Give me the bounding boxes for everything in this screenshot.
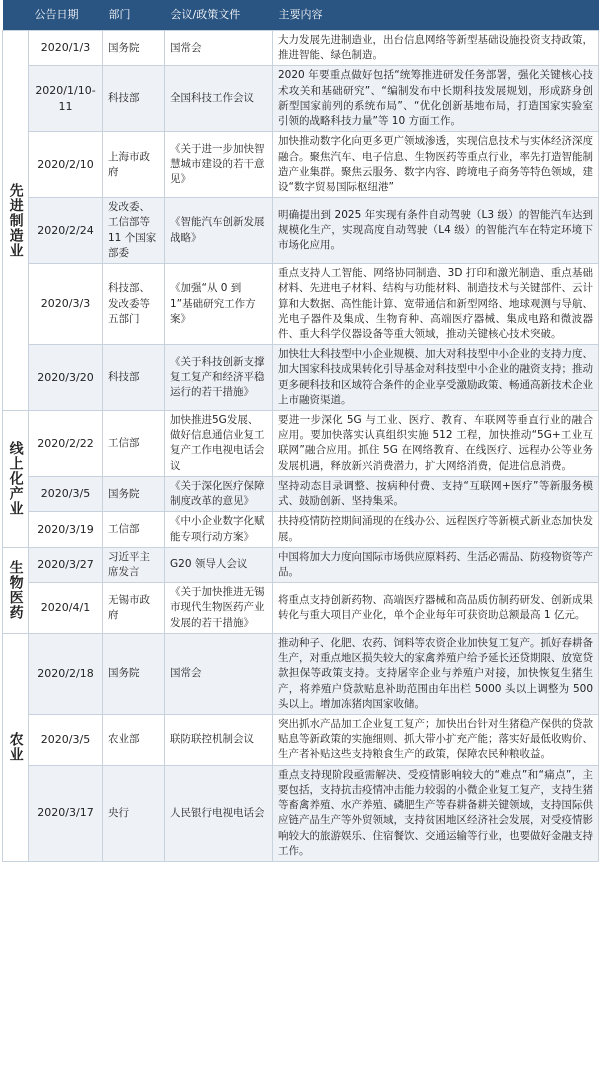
- date-cell: 2020/4/1: [29, 583, 103, 634]
- table-row: [3, 66, 599, 132]
- table-row: [3, 264, 599, 345]
- department-cell: 科技部: [103, 66, 165, 132]
- department-cell: 发改委、工信部等 11 个国家部委: [103, 198, 165, 264]
- date-cell: 2020/3/27: [29, 547, 103, 582]
- header-department: 部门: [103, 0, 165, 31]
- meeting-cell: 《智能汽车创新发展战略》: [165, 198, 273, 264]
- meeting-cell: 联防联控机制会议: [165, 714, 273, 765]
- date-cell: 2020/2/10: [29, 132, 103, 198]
- department-cell: 央行: [103, 765, 165, 861]
- date-cell: 2020/2/24: [29, 198, 103, 264]
- content-cell: 中国将加大力度向国际市场供应原料药、生活必需品、防疫物资等产品。: [273, 547, 599, 582]
- content-cell: 加快推动数字化向更多更广领域渗透，实现信息技术与实体经济深度融合。聚焦汽车、电子信息、生物医药等重点行业，率先打造智能制造产业集群。聚焦云服务、数字内容、跨境电子商务等特色领域，建设“数字贸易国际枢纽港”: [273, 132, 599, 198]
- table-row: [3, 633, 599, 714]
- table-row: [3, 476, 599, 511]
- date-cell: 2020/3/5: [29, 714, 103, 765]
- department-cell: 国务院: [103, 633, 165, 714]
- meeting-cell: 《中小企业数字化赋能专项行动方案》: [165, 512, 273, 547]
- department-cell: 科技部: [103, 345, 165, 411]
- date-cell: 2020/3/19: [29, 512, 103, 547]
- table-row: [3, 345, 599, 411]
- content-cell: 重点支持人工智能、网络协同制造、3D 打印和激光制造、重点基础材料、先进电子材料、结构与功能材料、制造技术与关键部件、云计算和大数据、高性能计算、宽带通信和新型网络、地球观测与导航、光电子器件及集成、生物育种、高端医疗器械、集成电路和微波器件、重大科学仪器设备等重大领域，推动关键核心技术突破。: [273, 264, 599, 345]
- date-cell: 2020/3/17: [29, 765, 103, 861]
- meeting-cell: 人民银行电视电话会: [165, 765, 273, 861]
- content-cell: 要进一步深化 5G 与工业、医疗、教育、车联网等垂直行业的融合应用。要加快落实认真组织实施 512 工程，加快推动“5G+工业互联网”融合应用。抓住 5G 在网络教育、在线医疗、远程办公等业务发展机遇，释放新兴消费潜力，扩大网络消费，促进信息消费。: [273, 411, 599, 477]
- table-row: [3, 583, 599, 634]
- meeting-cell: 国常会: [165, 31, 273, 66]
- date-cell: 2020/1/10-11: [29, 66, 103, 132]
- table-row: [3, 512, 599, 547]
- category-cell: 先进制造业: [3, 31, 29, 411]
- meeting-cell: 国常会: [165, 633, 273, 714]
- content-cell: 重点支持现阶段亟需解决、受疫情影响较大的“难点”和“痛点”，主要包括，支持抗击疫情冲击能力较弱的小微企业复工复产，支持生猪等畜禽养殖、水产养殖、磷肥生产等春耕备耕关键领域，支持国际供应链产品生产等外贸领域，支持贫困地区经济社会发展，对受疫情影响较大的旅游娱乐、住宿餐饮、交通运输等行业，也要做好金融支持工作。: [273, 765, 599, 861]
- table-row: [3, 411, 599, 477]
- date-cell: 2020/1/3: [29, 31, 103, 66]
- date-cell: 2020/3/3: [29, 264, 103, 345]
- content-cell: 大力发展先进制造业，出台信息网络等新型基础设施投资支持政策，推进智能、绿色制造。: [273, 31, 599, 66]
- table-header-row: [3, 0, 599, 31]
- date-cell: 2020/3/5: [29, 476, 103, 511]
- meeting-cell: 《加强“从 0 到 1”基础研究工作方案》: [165, 264, 273, 345]
- date-cell: 2020/2/18: [29, 633, 103, 714]
- table-row: [3, 765, 599, 861]
- department-cell: 国务院: [103, 476, 165, 511]
- table-row: [3, 132, 599, 198]
- date-cell: 2020/3/20: [29, 345, 103, 411]
- meeting-cell: 《关于深化医疗保障制度改革的意见》: [165, 476, 273, 511]
- content-cell: 加快壮大科技型中小企业规模、加大对科技型中小企业的支持力度、加大国家科技成果转化引导基金对科技型中小企业的融资支持；推动更多硬科技和区域符合条件的企业享受激励政策、畅通高新技术企业上市融资渠道。: [273, 345, 599, 411]
- header-category: [3, 0, 29, 31]
- department-cell: 农业部: [103, 714, 165, 765]
- meeting-cell: 《关于科技创新支撑复工复产和经济平稳运行的若干措施》: [165, 345, 273, 411]
- content-cell: 将重点支持创新药物、高端医疗器械和高品质仿制药研发、创新成果转化与重大项目产业化，单个企业每年可获资助总额最高 1 亿元。: [273, 583, 599, 634]
- department-cell: 习近平主席发言: [103, 547, 165, 582]
- meeting-cell: 《关于加快推进无锡市现代生物医药产业发展的若干措施》: [165, 583, 273, 634]
- date-cell: 2020/2/22: [29, 411, 103, 477]
- policy-table: [2, 0, 599, 862]
- header-meeting-policy: 会议/政策文件: [165, 0, 273, 31]
- meeting-cell: G20 领导人会议: [165, 547, 273, 582]
- header-main-content: 主要内容: [273, 0, 599, 31]
- content-cell: 坚持动态目录调整、按病种付费、支持“互联网+医疗”等新服务模式、鼓励创新、坚持集采。: [273, 476, 599, 511]
- table-row: [3, 714, 599, 765]
- category-cell: 线上化产业: [3, 411, 29, 548]
- department-cell: 工信部: [103, 512, 165, 547]
- category-cell: 生物医药: [3, 547, 29, 633]
- table-row: [3, 31, 599, 66]
- content-cell: 2020 年要重点做好包括“统筹推进研发任务部署，强化关键核心技术攻关和基础研究”、“编制发布中长期科技发展规划，形成跻身创新型国家前列的系统布局”、“优化创新基地布局，打造国家实验室引领的战略科技力量”等 10 方面工作。: [273, 66, 599, 132]
- content-cell: 明确提出到 2025 年实现有条件自动驾驶（L3 级）的智能汽车达到规模化生产，实现高度自动驾驶（L4 级）的智能汽车在特定环境下市场化应用。: [273, 198, 599, 264]
- meeting-cell: 加快推进5G发展、做好信息通信业复工复产工作电视电话会议: [165, 411, 273, 477]
- department-cell: 上海市政府: [103, 132, 165, 198]
- table-body: [3, 31, 599, 862]
- category-cell: 农业: [3, 633, 29, 861]
- meeting-cell: 《关于进一步加快智慧城市建设的若干意见》: [165, 132, 273, 198]
- content-cell: 突出抓水产品加工企业复工复产；加快出台针对生猪稳产保供的贷款贴息等新政策的实施细则、抓大带小扩充产能；落实好最低收购价、生产者补贴这些支持粮食生产的政策，保障农民种粮收益。: [273, 714, 599, 765]
- content-cell: 推动种子、化肥、农药、饲料等农资企业加快复工复产。抓好春耕备生产，对重点地区损失较大的家禽养殖户给予延长还贷期限、放宽贷款担保等政策支持。支持屠宰企业与养殖户对接，加快恢复生猪生产，将养殖户贷款贴息补助范围由年出栏 5000 头以上调整为 500 头以上。增加冻猪肉国家收储。: [273, 633, 599, 714]
- content-cell: 扶持疫情防控期间涌现的在线办公、远程医疗等新模式新业态加快发展。: [273, 512, 599, 547]
- department-cell: 国务院: [103, 31, 165, 66]
- department-cell: 无锡市政府: [103, 583, 165, 634]
- department-cell: 科技部、发改委等五部门: [103, 264, 165, 345]
- header-date: 公告日期: [29, 0, 103, 31]
- meeting-cell: 全国科技工作会议: [165, 66, 273, 132]
- table-row: [3, 198, 599, 264]
- table-row: [3, 547, 599, 582]
- department-cell: 工信部: [103, 411, 165, 477]
